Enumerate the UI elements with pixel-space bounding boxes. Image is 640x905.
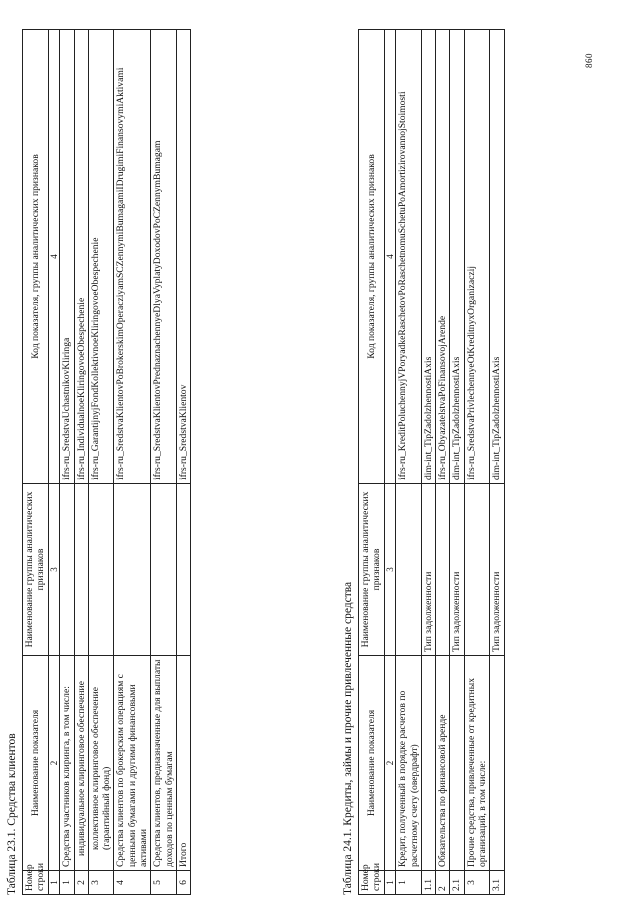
- table-24-1-title: Таблица 24.1. Кредиты, займы и прочие привлеченные средства: [342, 581, 354, 895]
- column-index: 4: [384, 30, 396, 484]
- row-group: Тип задолженности: [421, 484, 435, 656]
- page-number: 860: [584, 53, 594, 68]
- row-name: Средства участников клиринга, в том числе:: [60, 656, 74, 871]
- row-num: 2: [74, 871, 88, 895]
- row-name: индивидуальное клиринговое обеспечение: [74, 656, 88, 871]
- table-header-row: [23, 30, 49, 895]
- row-num: 4: [114, 871, 151, 895]
- row-name: Прочие средства, привлеченные от кредитных организаций, в том числе:: [464, 656, 490, 871]
- row-group: [396, 484, 422, 656]
- header-code: Код показателя, группы аналитических признаков: [359, 30, 385, 484]
- row-name: [450, 656, 464, 871]
- row-group: [464, 484, 490, 656]
- row-code: ifrs-ru_SredstvaKlientovPrednaznachennyeDlyaVyplatyDoxodovPoCZennymBumagam: [151, 30, 177, 484]
- column-index: 3: [48, 484, 60, 656]
- header-name: Наименование показателя: [23, 656, 49, 871]
- row-group: [114, 484, 151, 656]
- row-group: [177, 484, 191, 656]
- table-row: [60, 30, 74, 895]
- row-code: ifrs-ru_SredstvaKlientovPoBrokerskimOperacziyamSCZennymiBumagamiIDrugimiFinansovymiAktivami: [114, 30, 151, 484]
- table-row: [396, 30, 422, 895]
- table-row: [464, 30, 490, 895]
- row-code: dim-int_TipZadolzhennostiAxis: [421, 30, 435, 484]
- row-num: 1: [60, 871, 74, 895]
- row-name: Обязательства по финансовой аренде: [436, 656, 450, 871]
- table-row: [151, 30, 177, 895]
- table-row: [490, 30, 504, 895]
- row-num: 3: [88, 871, 114, 895]
- row-group: [151, 484, 177, 656]
- table-24-1: [358, 29, 505, 895]
- header-num: Номер строки: [359, 871, 385, 895]
- row-group: Тип задолженности: [490, 484, 504, 656]
- row-num: 6: [177, 871, 191, 895]
- header-group: Наименование группы аналитических признаков: [23, 484, 49, 656]
- column-index: 2: [48, 656, 60, 871]
- table-row: [177, 30, 191, 895]
- table-row: [114, 30, 151, 895]
- row-num: 3.1: [490, 871, 504, 895]
- row-name: коллективное клиринговое обеспечение (гарантийный фонд): [88, 656, 114, 871]
- row-group: [88, 484, 114, 656]
- row-group: [74, 484, 88, 656]
- row-num: 1: [396, 871, 422, 895]
- row-num: 1.1: [421, 871, 435, 895]
- header-name: Наименование показателя: [359, 656, 385, 871]
- column-index-row: [48, 30, 60, 895]
- header-group: Наименование группы аналитических признаков: [359, 484, 385, 656]
- column-index: 1: [384, 871, 396, 895]
- row-name: Средства клиентов, предназначенные для выплаты доходов по ценным бумагам: [151, 656, 177, 871]
- table-row: [88, 30, 114, 895]
- row-code: ifrs-ru_IndividualnoeKliringovoeObespechenie: [74, 30, 88, 484]
- row-name: Средства клиентов по брокерским операциям с ценными бумагами и другими финансовыми активами: [114, 656, 151, 871]
- row-name: Итого: [177, 656, 191, 871]
- row-code: ifrs-ru_KreditPoluchennyjVPoryadkeRaschetovPoRaschetnomuSchetuPoAmortizirovannojStoimosti: [396, 30, 422, 484]
- column-index-row: [384, 30, 396, 895]
- row-name: Кредит, полученный в порядке расчетов по расчетному счету (овердрафт): [396, 656, 422, 871]
- row-code: ifrs-ru_GarantijnyjFondKollektivnoeKliringovoeObespechenie: [88, 30, 114, 484]
- row-num: 2.1: [450, 871, 464, 895]
- row-code: ifrs-ru_SredstvaUchastnikovKliringa: [60, 30, 74, 484]
- column-index: 4: [48, 30, 60, 484]
- table-header-row: [359, 30, 385, 895]
- row-code: ifrs-ru_SredstvaPrivlechennyeOtKreditnyxOrganizaczij: [464, 30, 490, 484]
- column-index: 2: [384, 656, 396, 871]
- column-index: 3: [384, 484, 396, 656]
- row-code: dim-int_TipZadolzhennostiAxis: [490, 30, 504, 484]
- row-group: [60, 484, 74, 656]
- table-row: [436, 30, 450, 895]
- table-row: [74, 30, 88, 895]
- column-index: 1: [48, 871, 60, 895]
- row-code: dim-int_TipZadolzhennostiAxis: [450, 30, 464, 484]
- row-num: 5: [151, 871, 177, 895]
- row-num: 3: [464, 871, 490, 895]
- row-name: [490, 656, 504, 871]
- table-row: [450, 30, 464, 895]
- row-code: ifrs-ru_SredstvaKlientov: [177, 30, 191, 484]
- header-code: Код показателя, группы аналитических признаков: [23, 30, 49, 484]
- row-group: [436, 484, 450, 656]
- row-num: 2: [436, 871, 450, 895]
- table-23-1-title: Таблица 23.1. Средства клиентов: [6, 733, 18, 895]
- row-name: [421, 656, 435, 871]
- table-row: [421, 30, 435, 895]
- row-group: Тип задолженности: [450, 484, 464, 656]
- table-23-1: [22, 29, 191, 895]
- row-code: ifrs-ru_ObyazatelstvaPoFinansovojArende: [436, 30, 450, 484]
- header-num: Номер строки: [23, 871, 49, 895]
